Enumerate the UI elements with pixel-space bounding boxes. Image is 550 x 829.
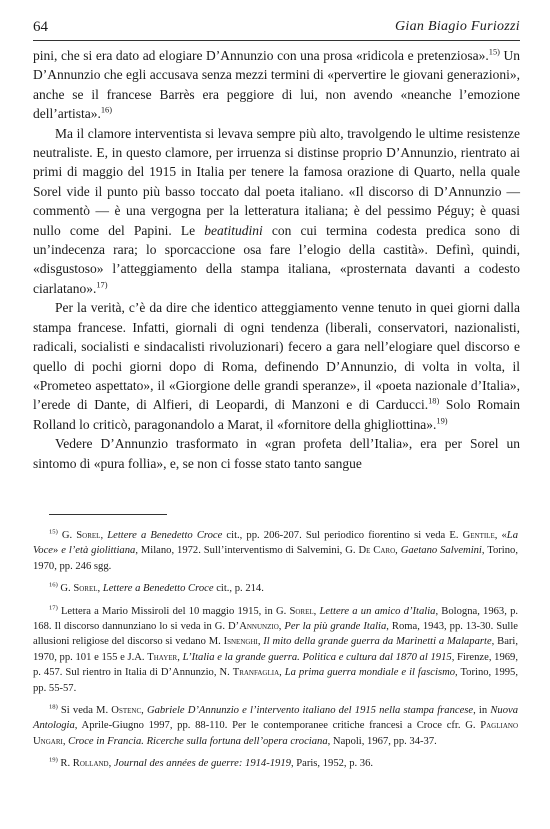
body-text: [33, 46, 520, 473]
running-head: Gian Biagio Furiozzi: [394, 19, 520, 34]
footnotes: [33, 528, 518, 779]
paragraph-3: Per la verità, c’è da dire che identico atteggiamento venne tenuto in quei giorni dalla stampa francese. Infatti, giornali di ogni tendenza (liberali, conservatori, nazionalisti, radicali, socialisti e sindacalisti rivoluzionari) fecero a gara nell’elogiare quel discorso e quello di pochi giorni dopo di Roma, definendo D’Annunzio, di volta in volta, il «Prometeo aspettato», il «Giorgione delle grandi speranze», il «poeta nazionale d’Italia», l’erede di Dante, di Alfieri, di Leopardi, di Manzoni e di Carducci.$^{18)}$ Solo Romain Rolland lo criticò, paragonandolo a Marat, il «fornitore della ghigliottina».$^{19)}$: [33, 300, 520, 432]
footnote-16: $^{16)}$ G. Sorel, Lettere a Benedetto Croce cit., p. 214.: [49, 581, 264, 595]
paragraph-1: pini, che si era dato ad elogiare D’Annunzio con una prosa «ridicola e pretenziosa».$^{15)}$ Un D’Annunzio che egli accusava senza mezzi termini di «pervertire le giovani generazioni», anche se il francese Barrès era peggiore di lui, non avendo «neanche l’emozione dell’artista».$^{16)}$: [33, 47, 520, 122]
note-ref-18[interactable]: 18): [428, 396, 440, 406]
note-ref-19[interactable]: 19): [436, 416, 448, 426]
note-ref-16[interactable]: 16): [100, 105, 113, 115]
page-number: 64: [33, 19, 48, 35]
footnote-17: $^{17)}$ Lettera a Mario Missiroli del 10 maggio 1915, in G. Sorel, Lettere a un amico d’Italia, Bologna, 1963, p. 168. Il discorso dannunziano lo si veda in G. D’Annunzio, Per la più grande Italia, Roma, 1943, pp. 13-30. Sulle allusioni religiose del discorso si vedano M. Isnenghi, Il mito della grande guerra da Marinetti a Malaparte, Bari, 1970, pp. 101 e 155 e J.A. Thayer, L’Italia e la grande guerra. Politica e cultura dal 1870 al 1915, Firenze, 1969, p. 457. Sul rientro in Italia di D’Annunzio, N. Tranfaglia, La prima guerra mondiale e il fascismo, Torino, 1995, pp. 55-57.: [33, 604, 519, 694]
footnote-19: $^{19)}$ R. Rolland, Journal des années de guerre: 1914-1919, Paris, 1952, p. 36.: [49, 756, 374, 770]
paragraph-2: Ma il clamore interventista si levava sempre più alto, travolgendo le ultime resistenze neutraliste. E, in questo clamore, per irruenza si distinse proprio D’Annunzio, rientrato ai primi di maggio del 1915 in Italia per tenere la famosa orazione di Quarto, nella quale Sorel vide il punto più basso toccato dal poeta italiano. «Il discorso di D’Annunzio — commentò — è una vergogna per la letteratura italiana; è del pessimo Péguy; è quasi nullo come del Papini. Le beatitudini con cui termina codesta predica sono di un’indecenza rara; lo sporcaccione osa fare l’elogio della castità». Definì, quindi, «disgustoso» l’atteggiamento della stampa italiana, «prosternata davanti a codesto ciarlatano».$^{17)}$: [33, 125, 520, 296]
footnote-separator: [49, 514, 167, 515]
footnote-15: $^{15)}$ G. Sorel, Lettere a Benedetto Croce cit., pp. 206-207. Sul periodico fiorentino si veda E. Gentile, «La Voce» e l’età giolittiana, Milano, 1972. Sull’interventismo di Salvemini, G. De Caro, Gaetano Salvemini, Torino, 1970, pp. 246 sgg.: [33, 528, 518, 572]
note-ref-15[interactable]: 15): [488, 47, 500, 57]
note-ref-17[interactable]: 17): [96, 280, 108, 290]
paragraph-4: Vedere D’Annunzio trasformato in «gran profeta dell’Italia», era per Sorel un sintomo di «pura follia», e, se non ci fosse stato tanto sangue: [33, 436, 520, 471]
page-header: [33, 16, 520, 41]
footnote-18: $^{18)}$ Si veda M. Ostenc, Gabriele D’Annunzio e l’intervento italiano del 1915 nella stampa francese, in Nuova Antologia, Aprile-Giugno 1997, pp. 88-110. Per le contemporanee critiche francesi a Croce cfr. G. Pagliano Ungari, Croce in Francia. Ricerche sulla fortuna dell’opera crociana, Napoli, 1967, pp. 34-37.: [33, 703, 519, 747]
